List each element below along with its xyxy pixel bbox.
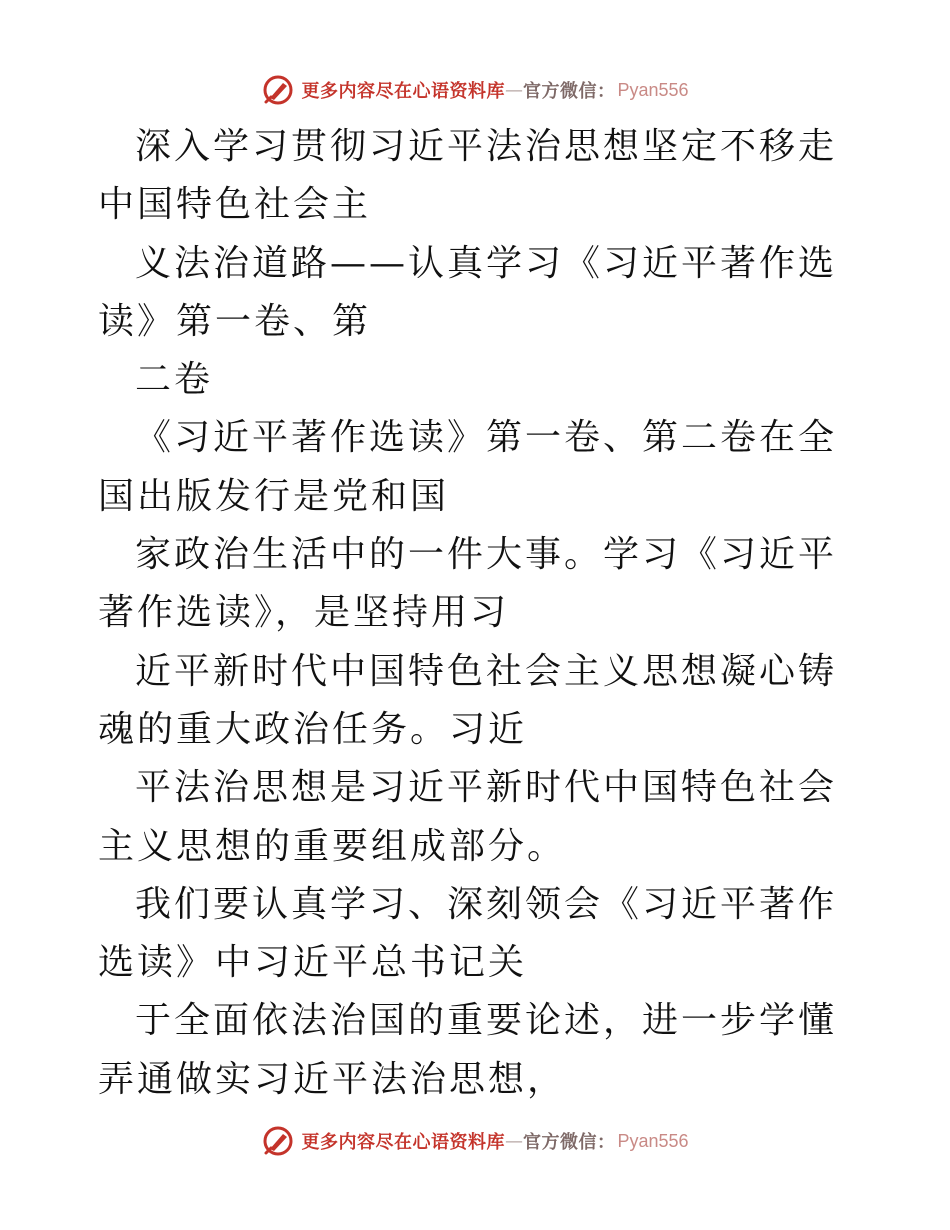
watermark-separator: —	[504, 79, 523, 101]
watermark-handle: Pyan556	[617, 1130, 689, 1151]
watermark-handle: Pyan556	[617, 79, 689, 100]
watermark-separator: —	[504, 1130, 523, 1152]
paragraph: 近平新时代中国特色社会主义思想凝心铸魂的重大政治任务。习近	[98, 650, 838, 750]
logo-icon	[261, 73, 295, 107]
paragraph: 家政治生活中的一件大事。学习《习近平著作选读》，是坚持用习	[98, 534, 838, 634]
paragraph: 深入学习贯彻习近平法治思想坚定不移走中国特色社会主	[98, 126, 838, 226]
watermark-label: 官方微信：	[522, 81, 616, 102]
paragraph: 于全面依法治国的重要论述，进一步学懂弄通做实习近平法治思想，	[98, 1000, 838, 1100]
paragraph: 《习近平著作选读》第一卷、第二卷在全国出版发行是党和国	[98, 417, 838, 517]
logo-icon	[261, 1124, 295, 1158]
watermark-text: 更多内容尽在心语资料库	[301, 81, 505, 102]
paragraph: 平法治思想是习近平新时代中国特色社会主义思想的重要组成部分。	[98, 767, 838, 867]
paragraph: 二卷	[135, 359, 214, 401]
footer-watermark	[0, 1121, 950, 1161]
document-body	[98, 118, 854, 1109]
paragraph: 义法治道路——认真学习《习近平著作选读》第一卷、第	[98, 242, 838, 342]
header-watermark	[0, 70, 950, 110]
watermark-label: 官方微信：	[522, 1132, 616, 1153]
watermark-text: 更多内容尽在心语资料库	[301, 1132, 505, 1153]
paragraph: 我们要认真学习、深刻领会《习近平著作选读》中习近平总书记关	[98, 883, 838, 984]
